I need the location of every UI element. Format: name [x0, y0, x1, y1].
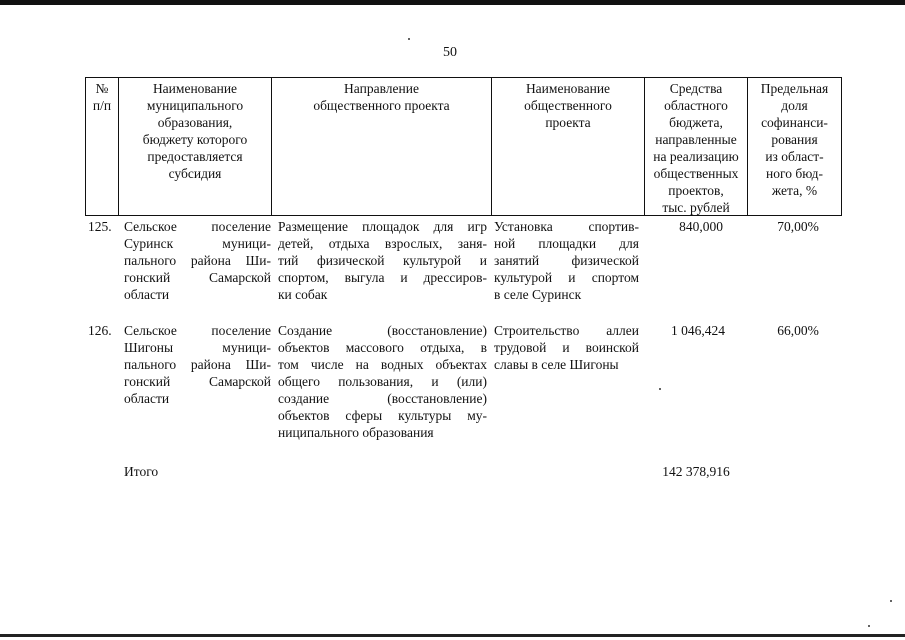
- share-cell: 66,00%: [777, 323, 819, 338]
- municipality-cell: [124, 322, 271, 407]
- cell-text: Создание (восстановление): [278, 323, 487, 338]
- header-text: софинанси-: [761, 115, 828, 130]
- funds-cell: 840,000: [679, 219, 723, 234]
- header-text: областного: [664, 98, 728, 113]
- cell-text: области: [124, 287, 170, 302]
- cell-text: гонский Самарской: [124, 270, 271, 285]
- project-cell: [494, 322, 639, 373]
- page-number: 50: [443, 45, 457, 60]
- header-share: [748, 80, 841, 199]
- cell-text: Сельское поселение: [124, 219, 271, 234]
- header-text: проекта: [545, 115, 591, 130]
- cell-text: Шигоны муници-: [124, 340, 271, 355]
- direction-cell: [278, 322, 487, 441]
- header-text: бюджета,: [669, 115, 723, 130]
- cell-text: области: [124, 391, 170, 406]
- header-text: жета, %: [771, 183, 818, 198]
- cell-text: культурой и спортом: [494, 270, 639, 285]
- header-text: Средства: [669, 81, 723, 96]
- header-text: общественного проекта: [313, 98, 450, 113]
- header-text: Направление: [344, 81, 419, 96]
- header-text: субсидия: [168, 166, 222, 181]
- header-num: [86, 80, 118, 114]
- header-text: тыс. рублей: [662, 200, 730, 215]
- cell-text: Установка спортив-: [494, 219, 639, 234]
- direction-cell: [278, 218, 487, 303]
- header-direction: [272, 80, 491, 114]
- cell-text: трудовой и воинской: [494, 340, 639, 355]
- header-municipality: [119, 80, 271, 182]
- header-text: направленные: [655, 132, 737, 147]
- header-text: образования,: [157, 115, 233, 130]
- header-project: [492, 80, 644, 131]
- cell-text: Сельское поселение: [124, 323, 271, 338]
- cell-text: занятий физической: [494, 253, 639, 268]
- municipality-cell: [124, 218, 271, 303]
- bottom-border: [0, 634, 905, 637]
- header-text: №: [95, 81, 109, 96]
- col-border: [841, 77, 842, 216]
- total-funds: 142 378,916: [662, 464, 730, 479]
- header-text: Наименование: [525, 81, 611, 96]
- cell-text: ки собак: [278, 287, 328, 302]
- cell-text: пального района Ши-: [124, 253, 271, 268]
- header-text: муниципального: [146, 98, 244, 113]
- header-text: предоставляется: [147, 149, 243, 164]
- header-text: ного бюд-: [766, 166, 823, 181]
- header-text: общественного: [524, 98, 612, 113]
- cell-text: объектов массового отдыха, в: [278, 340, 487, 355]
- cell-text: спортом, выгула и дрессиров-: [278, 270, 487, 285]
- cell-text: гонский Самарской: [124, 374, 271, 389]
- cell-text: Размещение площадок для игр: [278, 219, 487, 234]
- row-number: 126.: [88, 323, 112, 338]
- cell-text: ниципального образования: [278, 425, 434, 440]
- header-text: на реализацию: [653, 149, 739, 164]
- header-funds: [645, 80, 747, 216]
- header-text: общественных: [653, 166, 739, 181]
- cell-text: ной площадки для: [494, 236, 639, 251]
- cell-text: создание (восстановление): [278, 391, 487, 406]
- cell-text: объектов сферы культуры му-: [278, 408, 487, 423]
- project-cell: [494, 218, 639, 303]
- scan-speck: [659, 388, 661, 390]
- row-number: 125.: [88, 219, 112, 234]
- cell-text: том числе на водных объектах: [278, 357, 487, 372]
- cell-text: общего пользования, и (или): [278, 374, 487, 389]
- header-text: п/п: [92, 98, 112, 113]
- scan-speck: [890, 600, 892, 602]
- cell-text: в селе Суринск: [494, 287, 582, 302]
- header-text: проектов,: [668, 183, 724, 198]
- cell-text: славы в селе Шигоны: [494, 357, 619, 372]
- top-border: [0, 0, 905, 5]
- table-top-border: [85, 77, 842, 78]
- header-text: доля: [781, 98, 808, 113]
- header-text: Наименование: [152, 81, 238, 96]
- header-text: рования: [771, 132, 818, 147]
- header-text: Предельная: [760, 81, 829, 96]
- cell-text: тий физической культурой и: [278, 253, 487, 268]
- scan-speck: [408, 38, 410, 40]
- header-text: бюджету которого: [142, 132, 248, 147]
- cell-text: Строительство аллеи: [494, 323, 639, 338]
- scan-speck: [868, 625, 870, 627]
- cell-text: детей, отдыха взрослых, заня-: [278, 236, 487, 251]
- header-text: из област-: [765, 149, 824, 164]
- funds-cell: 1 046,424: [671, 323, 725, 338]
- cell-text: Суринск муници-: [124, 236, 271, 251]
- share-cell: 70,00%: [777, 219, 819, 234]
- total-label: Итого: [124, 464, 159, 479]
- cell-text: пального района Ши-: [124, 357, 271, 372]
